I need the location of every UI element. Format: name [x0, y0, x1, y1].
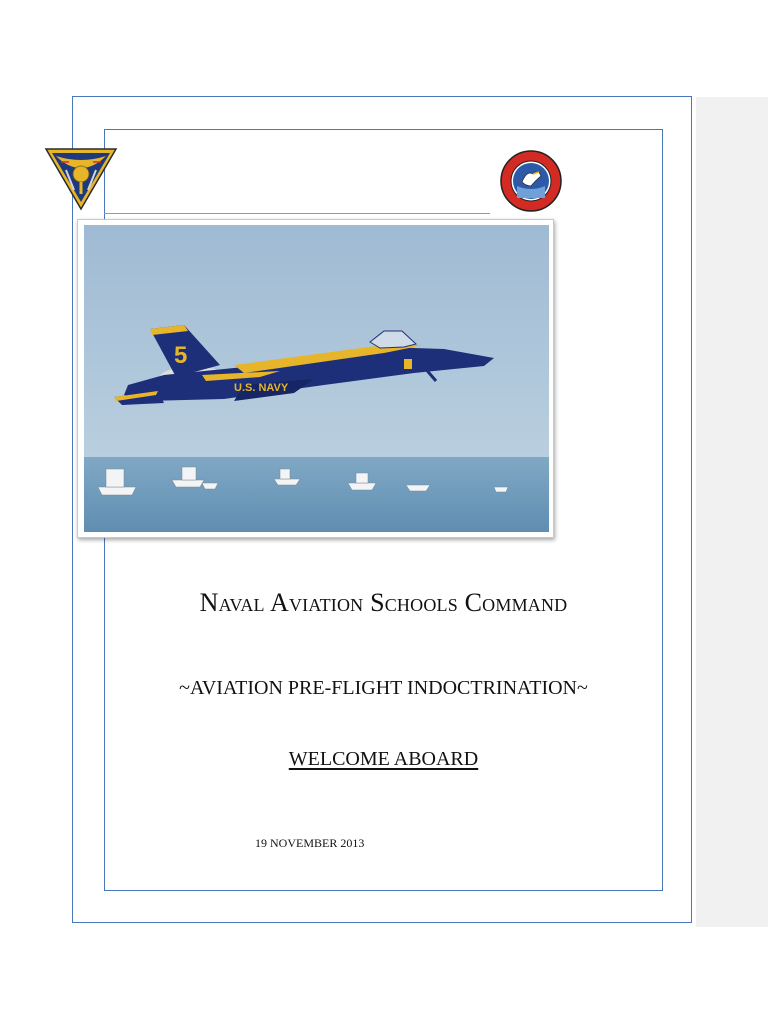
blue-angels-fa18-photo: [84, 225, 549, 532]
fuselage-text: U.S. NAVY: [234, 382, 289, 394]
side-panel: [696, 97, 768, 927]
header-rule: [104, 213, 490, 214]
document-title: Naval Aviation Schools Command: [199, 588, 568, 617]
welcome-heading: WELCOME ABOARD: [288, 748, 479, 770]
naval-air-station-pensacola-seal-icon: [500, 150, 562, 212]
document-subtitle: ~AVIATION PRE-FLIGHT INDOCTRINATION~: [179, 677, 588, 699]
cover-photo-frame: [77, 219, 554, 538]
document-date: 19 NOVEMBER 2013: [255, 836, 365, 850]
tail-number: 5: [174, 342, 188, 369]
naval-aviation-schools-command-emblem-icon: [44, 146, 118, 212]
